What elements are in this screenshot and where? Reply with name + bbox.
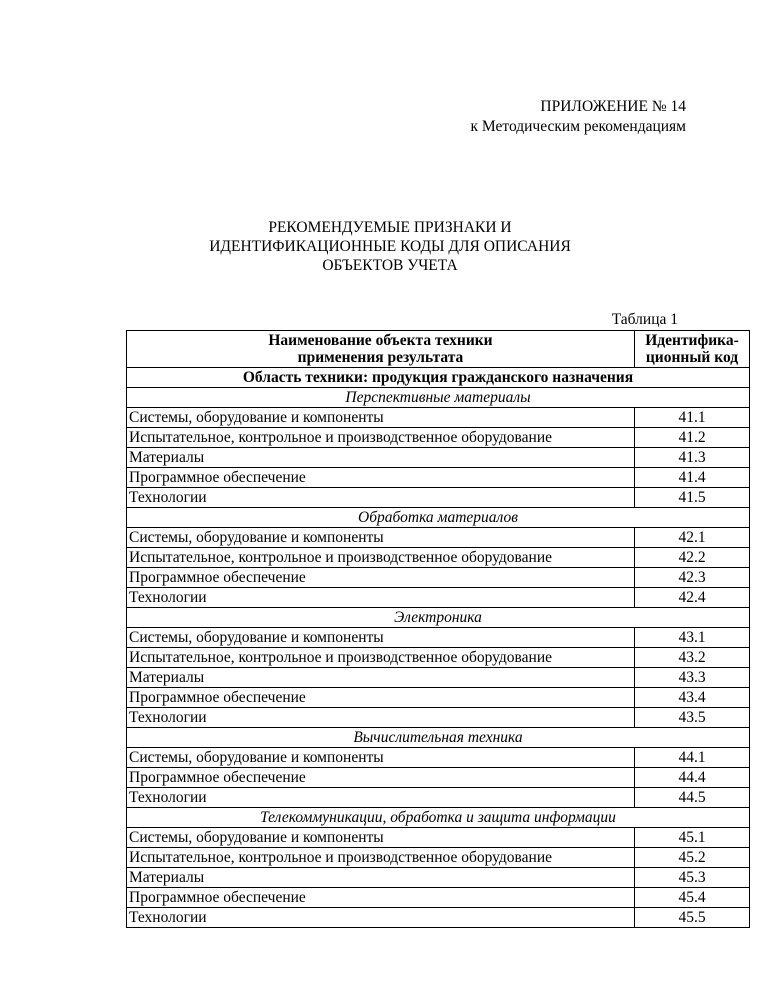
group-title: Обработка материалов <box>127 508 750 528</box>
table-row <box>127 788 750 808</box>
table-header-row <box>127 331 750 368</box>
item-code-cell: 43.5 <box>635 708 750 728</box>
group-row <box>127 608 750 628</box>
table-row <box>127 468 750 488</box>
table-row <box>127 748 750 768</box>
item-code-cell: 41.5 <box>635 488 750 508</box>
table-row <box>127 408 750 428</box>
document-title <box>100 218 680 275</box>
item-code-cell: 41.3 <box>635 448 750 468</box>
table-row <box>127 768 750 788</box>
item-name-cell: Технологии <box>127 708 635 728</box>
item-name-cell: Материалы <box>127 668 635 688</box>
table-row <box>127 908 750 928</box>
column-header-code <box>635 331 750 368</box>
item-code-cell: 44.5 <box>635 788 750 808</box>
item-name-cell: Испытательное, контрольное и производственное оборудование <box>127 548 635 568</box>
table-row <box>127 488 750 508</box>
column-header-name <box>127 331 635 368</box>
table-body <box>127 368 750 928</box>
item-code-cell: 45.3 <box>635 868 750 888</box>
item-code-cell: 43.4 <box>635 688 750 708</box>
item-name-cell: Системы, оборудование и компоненты <box>127 528 635 548</box>
item-name-cell: Испытательное, контрольное и производственное оборудование <box>127 428 635 448</box>
item-name-cell: Испытательное, контрольное и производственное оборудование <box>127 648 635 668</box>
group-row <box>127 808 750 828</box>
group-title: Электроника <box>127 608 750 628</box>
item-name-cell: Программное обеспечение <box>127 768 635 788</box>
item-name-cell: Программное обеспечение <box>127 568 635 588</box>
item-code-cell: 44.4 <box>635 768 750 788</box>
item-code-cell: 45.2 <box>635 848 750 868</box>
codes-table <box>126 330 750 928</box>
section-title: Область техники: продукция гражданского назначения <box>127 368 750 388</box>
item-name-cell: Материалы <box>127 868 635 888</box>
table-row <box>127 528 750 548</box>
item-name-cell: Программное обеспечение <box>127 688 635 708</box>
table-row <box>127 848 750 868</box>
table-row <box>127 828 750 848</box>
column-header-name-line: применения результата <box>297 349 464 366</box>
group-row <box>127 388 750 408</box>
item-name-cell: Технологии <box>127 488 635 508</box>
item-name-cell: Испытательное, контрольное и производственное оборудование <box>127 848 635 868</box>
table-row <box>127 888 750 908</box>
item-name-cell: Системы, оборудование и компоненты <box>127 408 635 428</box>
item-name-cell: Программное обеспечение <box>127 888 635 908</box>
table-row <box>127 448 750 468</box>
item-code-cell: 41.4 <box>635 468 750 488</box>
item-code-cell: 42.4 <box>635 588 750 608</box>
group-title: Телекоммуникации, обработка и защита информации <box>127 808 750 828</box>
item-name-cell: Технологии <box>127 788 635 808</box>
item-code-cell: 44.1 <box>635 748 750 768</box>
document-title-line: РЕКОМЕНДУЕМЫЕ ПРИЗНАКИ И <box>268 219 512 236</box>
item-code-cell: 43.2 <box>635 648 750 668</box>
group-row <box>127 728 750 748</box>
group-row <box>127 508 750 528</box>
column-header-code-line: ционный код <box>645 349 739 366</box>
column-header-name-line: Наименование объекта техники <box>268 332 493 349</box>
item-name-cell: Технологии <box>127 588 635 608</box>
item-code-cell: 41.2 <box>635 428 750 448</box>
item-code-cell: 43.3 <box>635 668 750 688</box>
appendix-header <box>471 97 686 137</box>
appendix-reference: к Методическим рекомендациям <box>470 118 686 135</box>
table-row <box>127 568 750 588</box>
item-name-cell: Программное обеспечение <box>127 468 635 488</box>
table-row <box>127 688 750 708</box>
table-row <box>127 628 750 648</box>
item-name-cell: Системы, оборудование и компоненты <box>127 748 635 768</box>
item-code-cell: 45.1 <box>635 828 750 848</box>
table-row <box>127 708 750 728</box>
table-row <box>127 668 750 688</box>
item-name-cell: Системы, оборудование и компоненты <box>127 628 635 648</box>
item-name-cell: Системы, оборудование и компоненты <box>127 828 635 848</box>
table-row <box>127 868 750 888</box>
item-code-cell: 42.1 <box>635 528 750 548</box>
document-title-line: ОБЪЕКТОВ УЧЕТА <box>322 257 458 274</box>
group-title: Вычислительная техника <box>127 728 750 748</box>
item-name-cell: Технологии <box>127 908 635 928</box>
item-code-cell: 42.2 <box>635 548 750 568</box>
item-code-cell: 41.1 <box>635 408 750 428</box>
appendix-number: ПРИЛОЖЕНИЕ № 14 <box>540 98 686 115</box>
table-row <box>127 648 750 668</box>
item-code-cell: 42.3 <box>635 568 750 588</box>
group-title: Перспективные материалы <box>127 388 750 408</box>
table-caption: Таблица 1 <box>611 311 678 328</box>
document-title-line: ИДЕНТИФИКАЦИОННЫЕ КОДЫ ДЛЯ ОПИСАНИЯ <box>209 238 571 255</box>
item-code-cell: 45.4 <box>635 888 750 908</box>
item-name-cell: Материалы <box>127 448 635 468</box>
column-header-code-line: Идентифика- <box>645 332 739 349</box>
item-code-cell: 45.5 <box>635 908 750 928</box>
table-row <box>127 548 750 568</box>
item-code-cell: 43.1 <box>635 628 750 648</box>
table-row <box>127 588 750 608</box>
table-row <box>127 428 750 448</box>
section-row <box>127 368 750 388</box>
